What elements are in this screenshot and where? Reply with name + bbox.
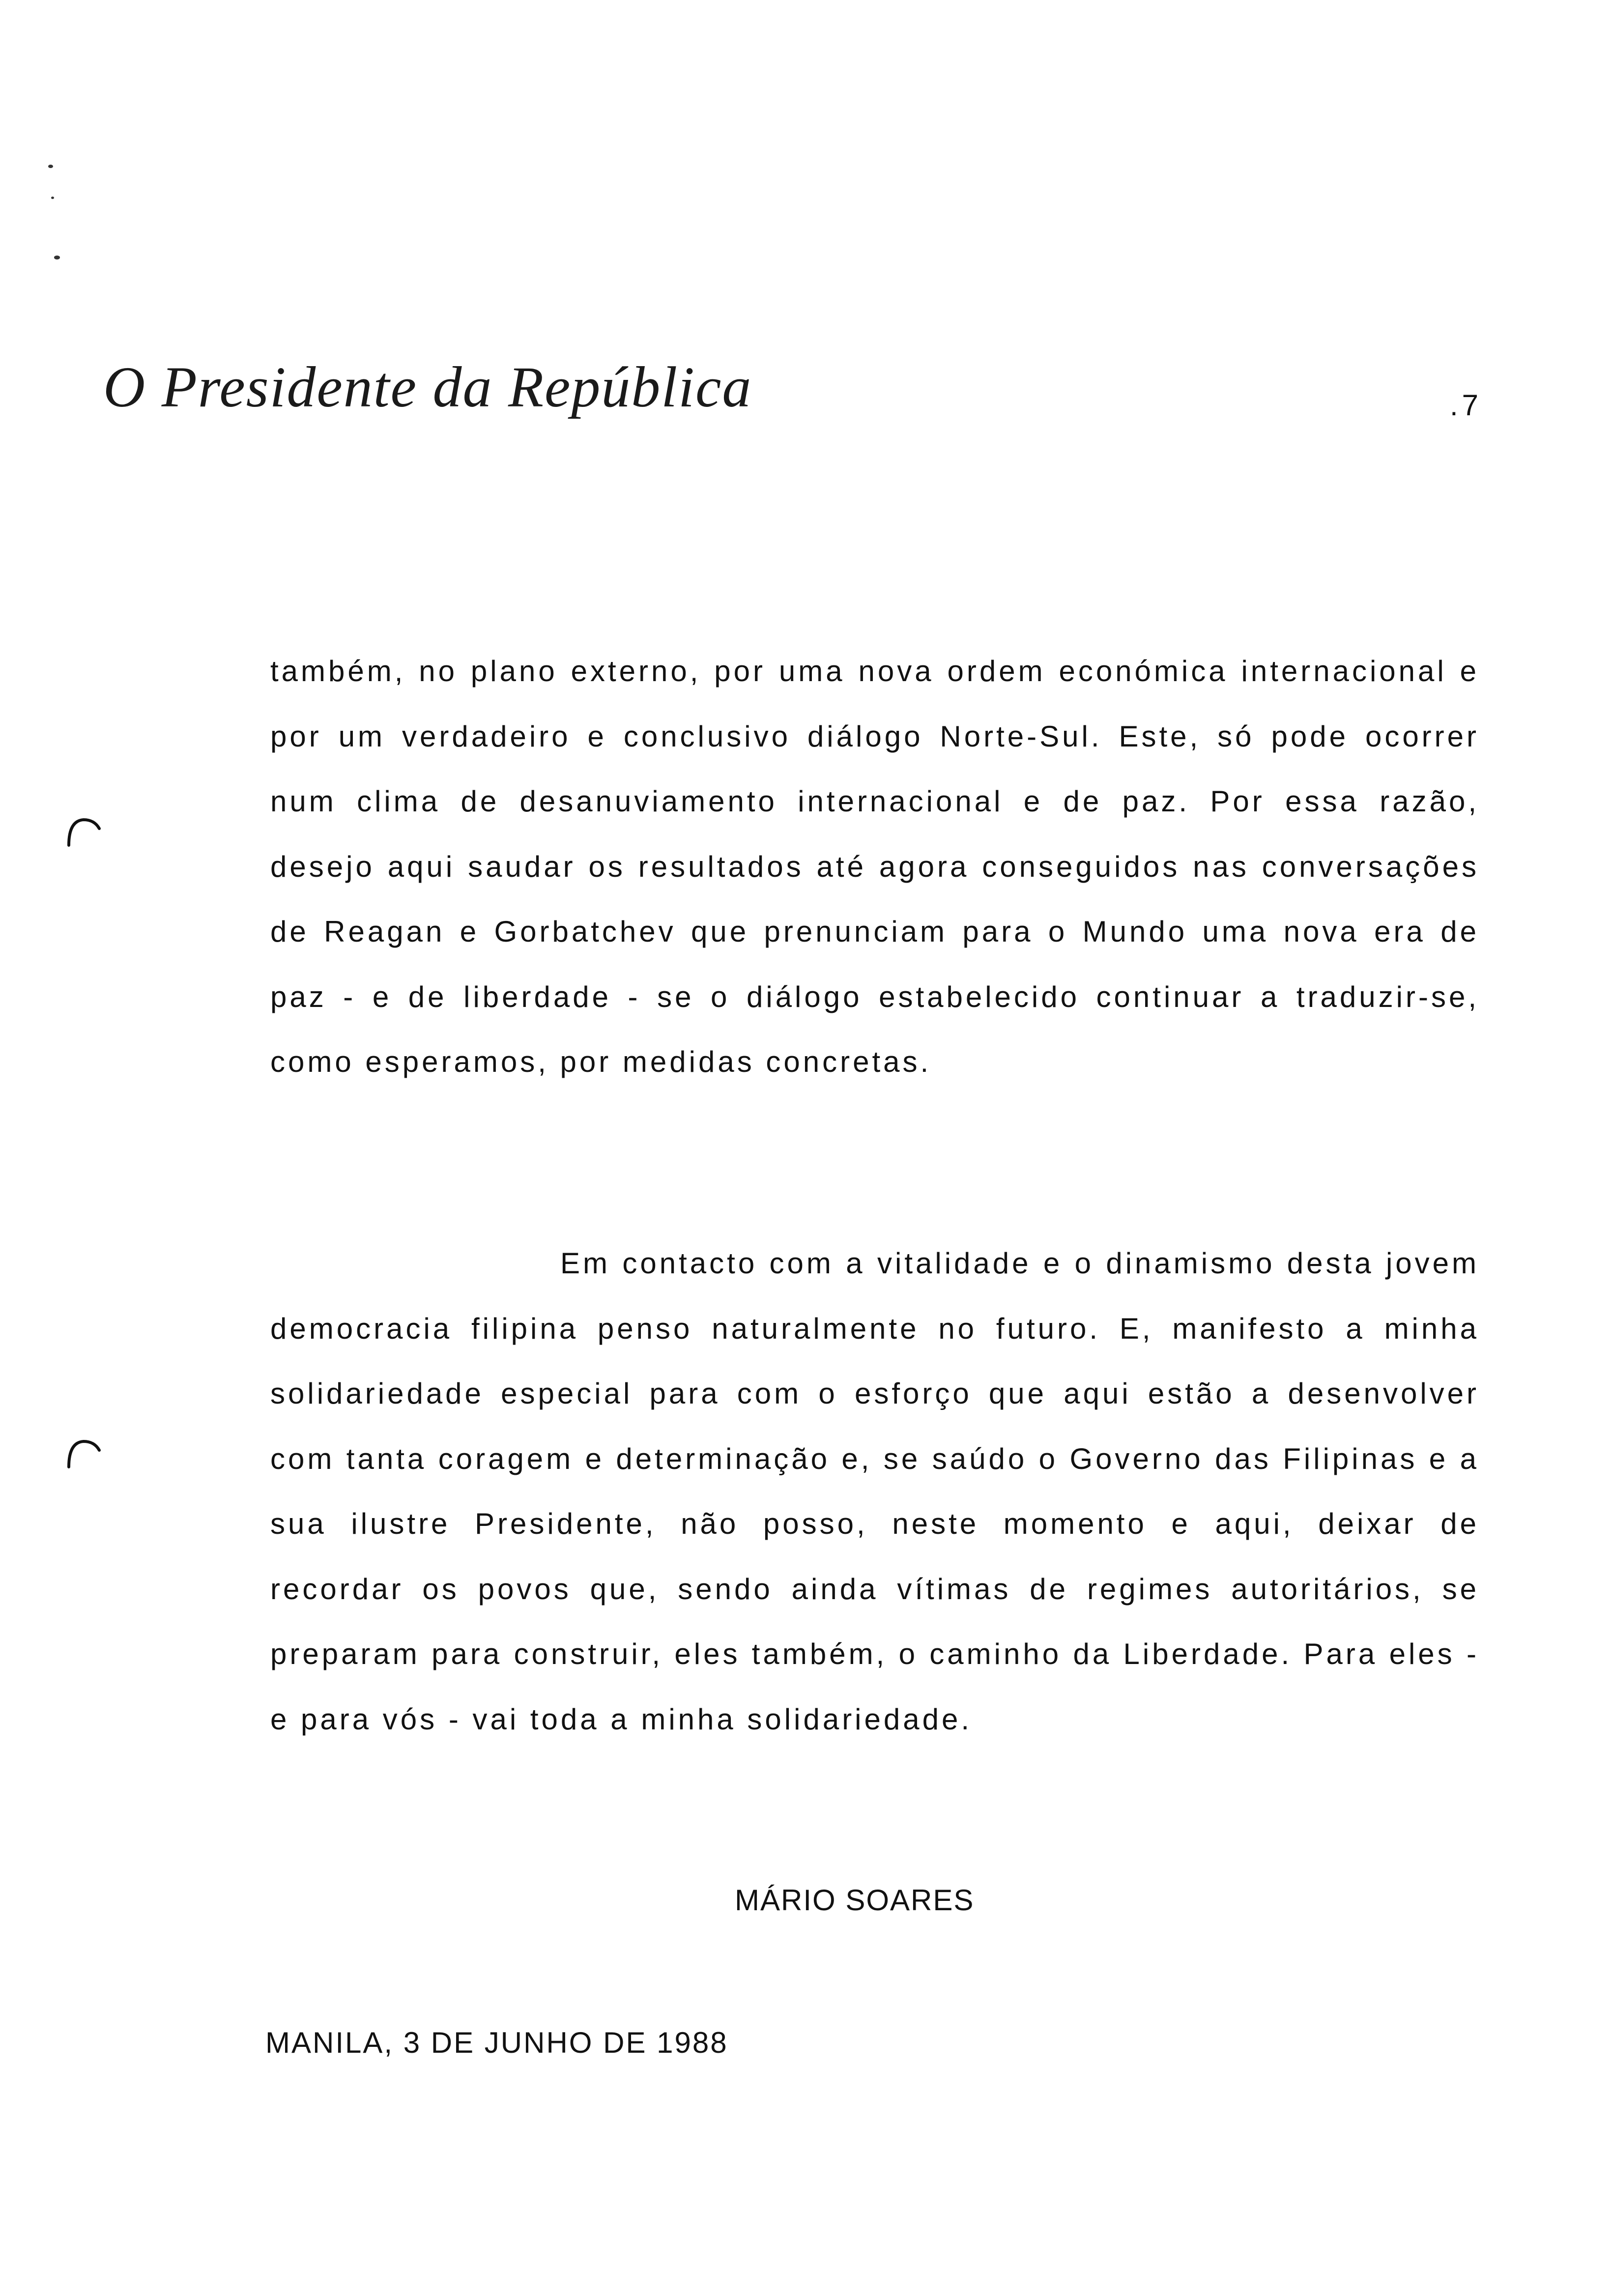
scan-speck bbox=[54, 256, 60, 259]
scan-speck bbox=[51, 197, 54, 199]
page-number: .7 bbox=[1450, 389, 1483, 422]
punch-hole-mark bbox=[64, 811, 103, 850]
signature-name: MÁRIO SOARES bbox=[735, 1884, 975, 1917]
punch-hole-mark bbox=[64, 1433, 103, 1472]
letterhead: O Presidente da República bbox=[103, 355, 752, 419]
scan-speck bbox=[48, 165, 53, 168]
paragraph-1: também, no plano externo, por uma nova ordem económica internacional e por um verdadeiro e conclusivo diálogo Norte-Sul. Este, só pode ocorrer num clima de desanuviamento internacional e de paz. Por essa razão, desejo aqui saudar os resultados até agora conseguidos nas conversações de Reagan e Gorbatchev que prenunciam para o Mundo uma nova era de paz - e de liberdade - se o diálogo estabelecido continuar a traduzir-se, como esperamos, por medidas concretas. bbox=[270, 655, 1479, 1078]
dateline: MANILA, 3 DE JUNHO DE 1988 bbox=[265, 2026, 728, 2059]
paragraph-2: Em contacto com a vitalidade e o dinamismo desta jovem democracia filipina penso naturalmente no futuro. E, manifesto a minha solidariedade especial para com o esforço que aqui estão a desenvolver com tanta coragem e determinação e, se saúdo o Governo das Filipinas e a sua ilustre Presidente, não posso, neste momento e aqui, deixar de recordar os povos que, sendo ainda vítimas de regimes autoritários, se preparam para construir, eles também, o caminho da Liberdade. Para eles - e para vós - vai toda a minha solidariedade. bbox=[270, 1247, 1479, 1736]
